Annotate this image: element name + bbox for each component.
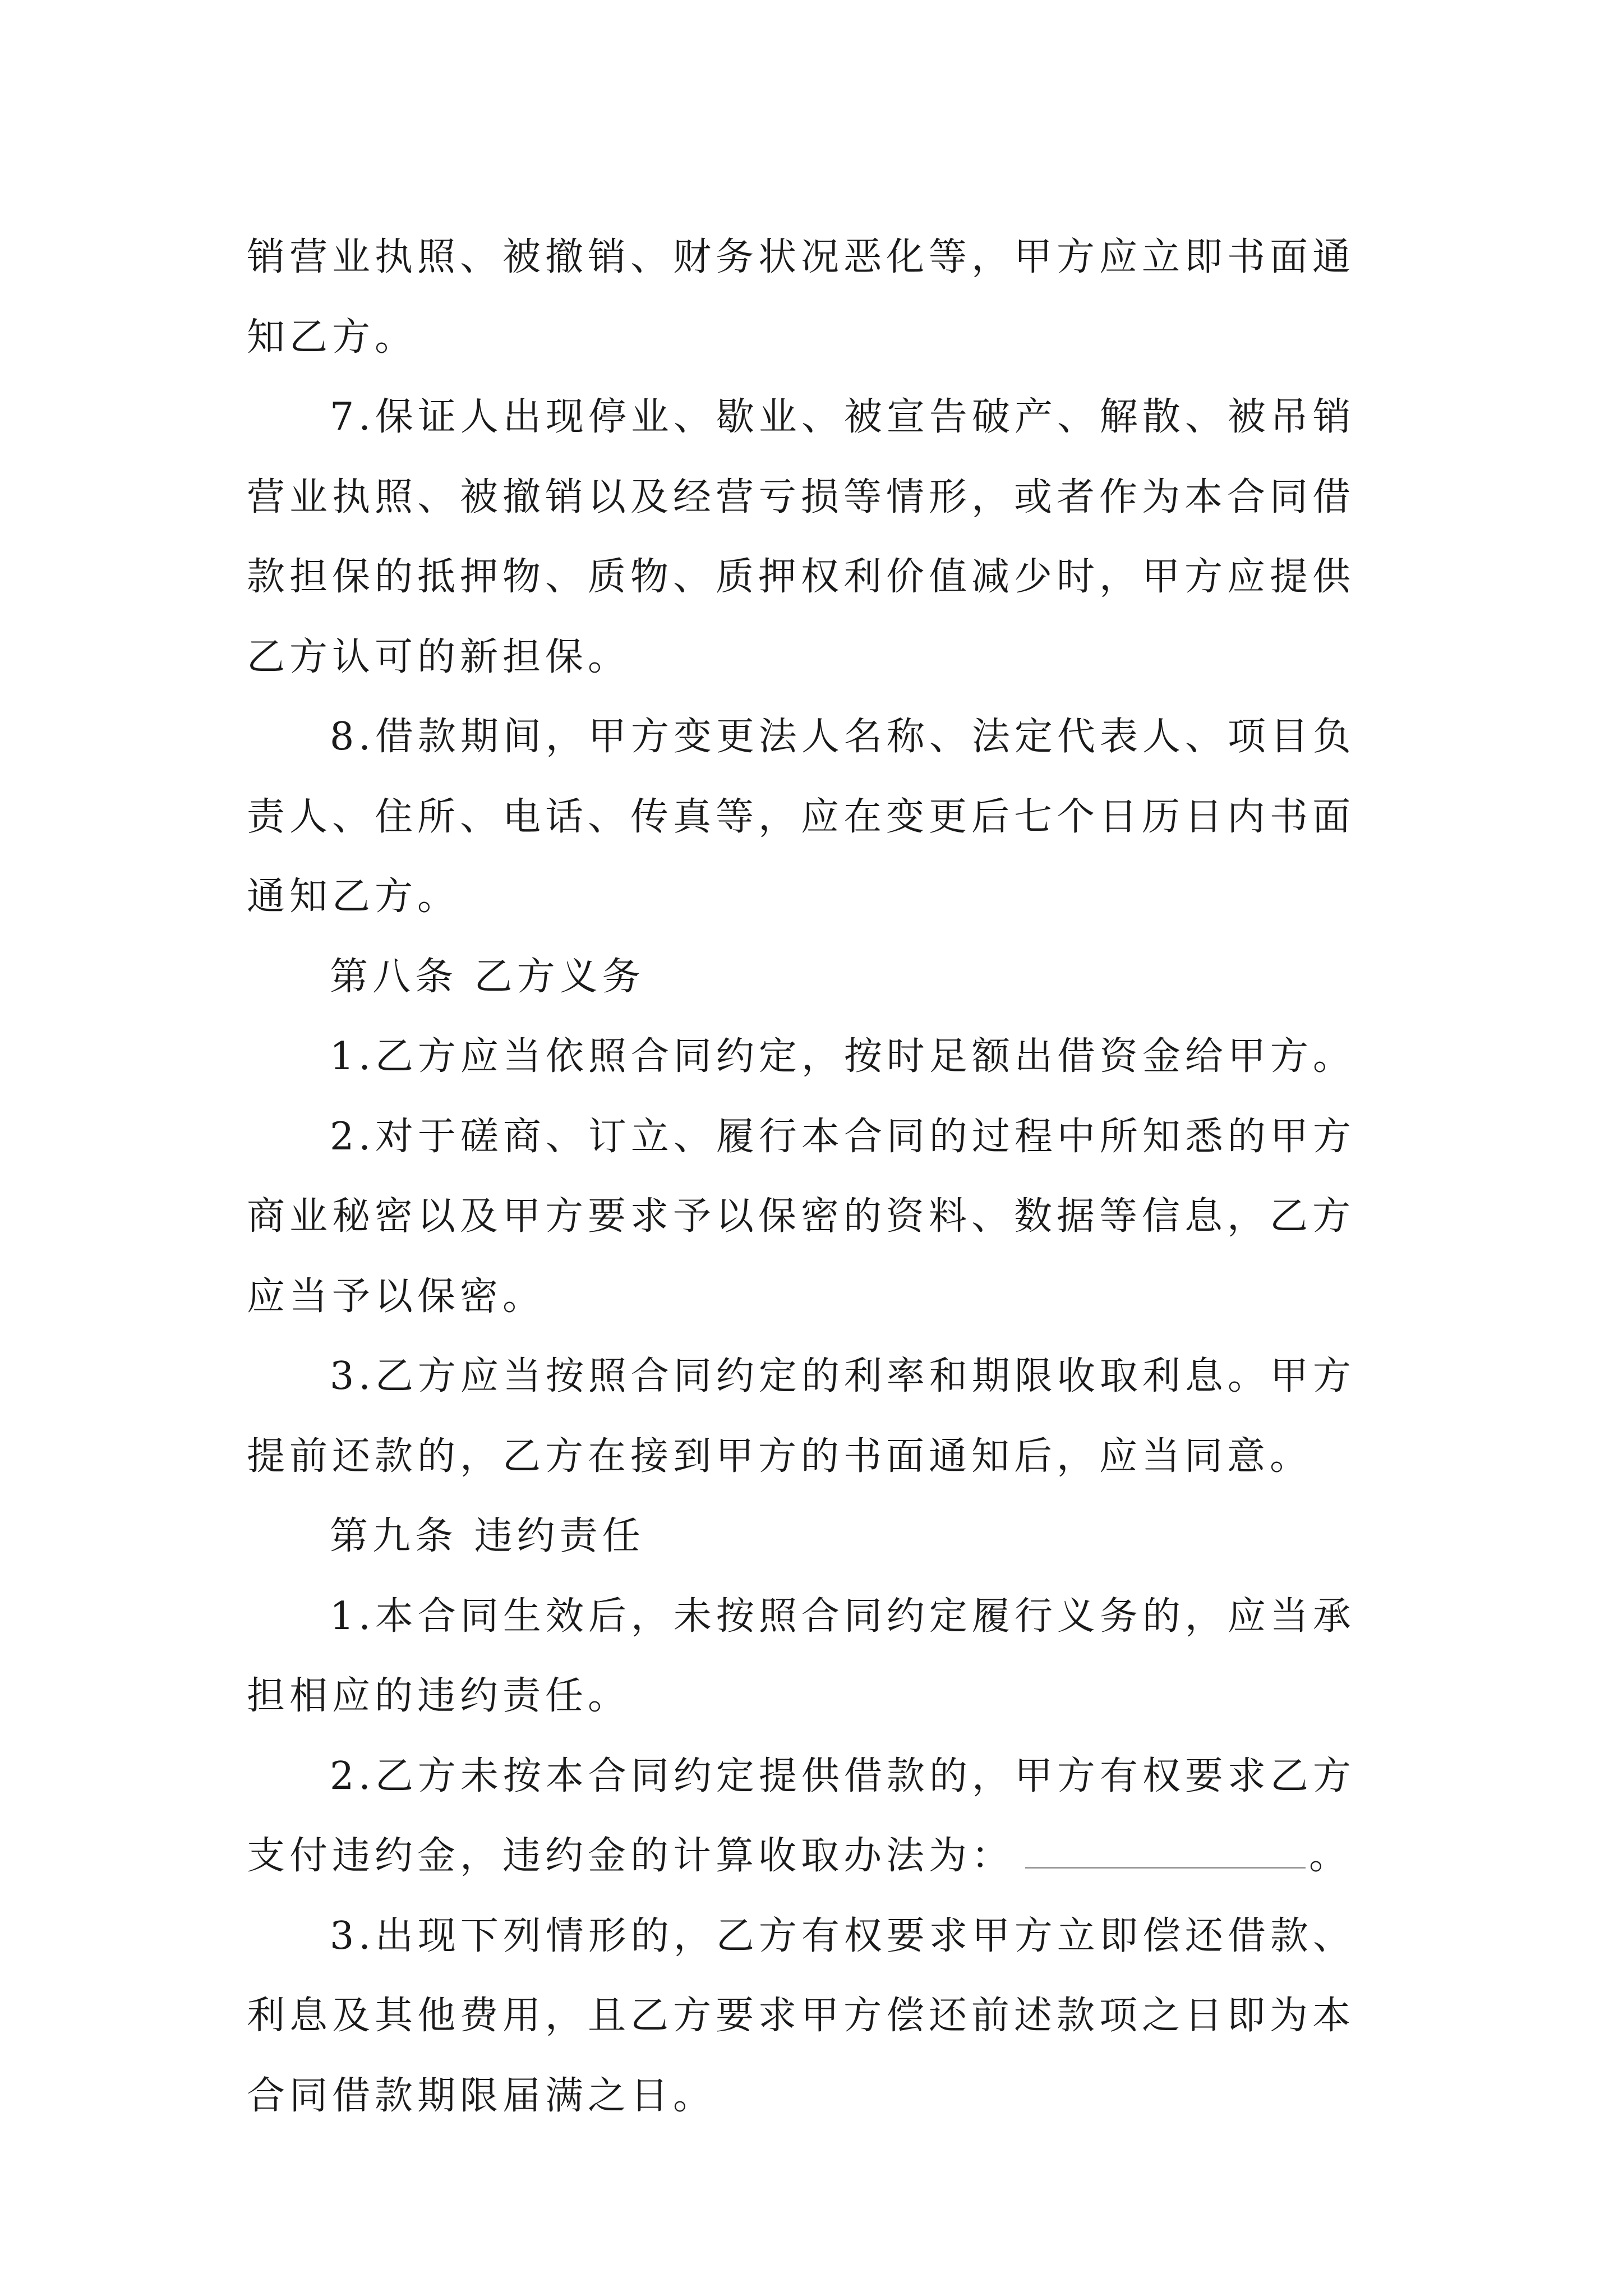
article-8-clause-2: 2.对于磋商、订立、履行本合同的过程中所知悉的甲方 — [330, 1114, 1355, 1159]
text-line: 乙方认可的新担保。 — [247, 634, 631, 679]
text-line: 知乙方。 — [247, 315, 418, 360]
article-9-heading: 第九条 违约责任 — [330, 1514, 645, 1558]
text-line: 合同借款期限届满之日。 — [247, 2073, 716, 2118]
text-line: 商业秘密以及甲方要求予以保密的资料、数据等信息，乙方 — [247, 1194, 1355, 1239]
text-line: 销营业执照、被撤销、财务状况恶化等，甲方应立即书面通 — [247, 235, 1355, 279]
text-line: 通知乙方。 — [247, 875, 460, 919]
text-line — [247, 1816, 1419, 1897]
article-9-clause-2: 2.乙方未按本合同约定提供借款的，甲方有权要求乙方 — [330, 1754, 1355, 1798]
text-line: 款担保的抵押物、质物、质押权利价值减少时，甲方应提供 — [247, 555, 1355, 599]
text-line: 应当予以保密。 — [247, 1274, 546, 1319]
contract-body — [247, 218, 1419, 2136]
article-8-heading: 第八条 乙方义务 — [330, 954, 645, 999]
article-9-clause-3: 3.出现下列情形的，乙方有权要求甲方立即偿还借款、 — [330, 1913, 1355, 1958]
article-8-clause-1: 1.乙方应当依照合同约定，按时足额出借资金给甲方。 — [330, 1034, 1355, 1079]
clause-8: 8.借款期间，甲方变更法人名称、法定代表人、项目负 — [330, 715, 1355, 759]
text-segment: 支付违约金，违约金的计算收取办法为： — [247, 1834, 1015, 1878]
text-line: 担相应的违约责任。 — [247, 1674, 631, 1718]
text-line: 利息及其他费用，且乙方要求甲方偿还前述款项之日即为本 — [247, 1994, 1355, 2038]
clause-7: 7.保证人出现停业、歇业、被宣告破产、解散、被吊销 — [330, 395, 1355, 439]
text-segment: 。 — [1309, 1834, 1352, 1878]
article-9-clause-1: 1.本合同生效后，未按照合同约定履行义务的，应当承 — [330, 1594, 1355, 1639]
text-line: 责人、住所、电话、传真等，应在变更后七个日历日内书面 — [247, 794, 1355, 839]
text-line: 提前还款的，乙方在接到甲方的书面通知后，应当同意。 — [247, 1434, 1313, 1479]
text-line: 营业执照、被撤销以及经营亏损等情形，或者作为本合同借 — [247, 475, 1355, 519]
fill-in-blank[interactable] — [1025, 1833, 1306, 1869]
article-8-clause-3: 3.乙方应当按照合同约定的利率和期限收取利息。甲方 — [330, 1354, 1355, 1398]
